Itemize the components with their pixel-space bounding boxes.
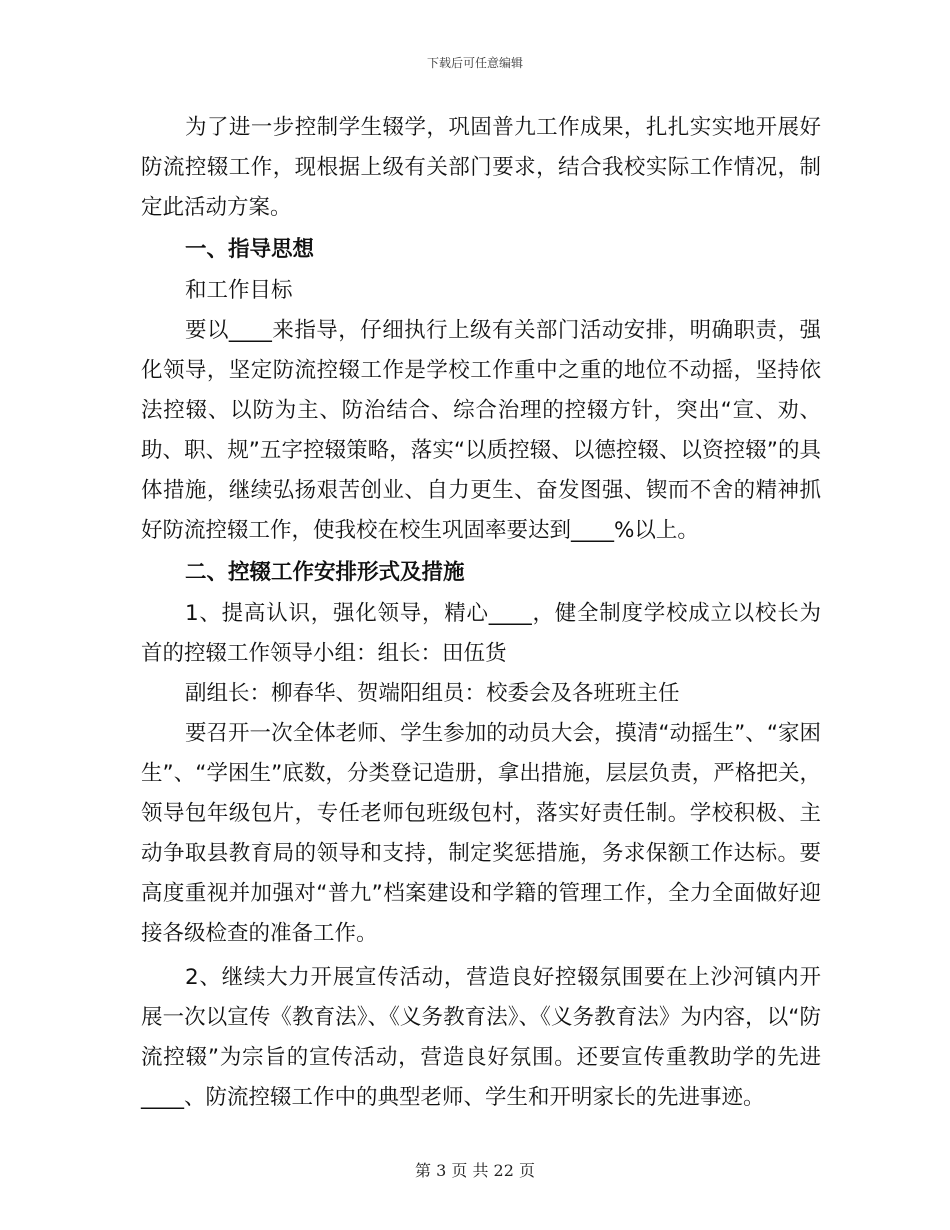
- intro-paragraph: 为了进一步控制学生辍学，巩固普九工作成果，扎扎实实地开展好防流控辍工作，现根据上级有关部门要求，结合我校实际工作情况，制定此活动方案。: [141, 115, 821, 220]
- section-heading-guiding-thought: 一、指导思想: [185, 237, 315, 262]
- section-heading-arrangements: 二、控辍工作安排形式及措施: [185, 560, 465, 585]
- measure-1-paragraph: 1、提高认识，强化领导，精心____，健全制度学校成立以校长为首的控辍工作领导小组：组长：田伍货: [141, 601, 821, 666]
- heading-continuation: 和工作目标: [185, 278, 293, 303]
- guiding-thought-paragraph: 要以____来指导，仔细执行上级有关部门活动安排，明确职责，强化领导，坚定防流控辍工作是学校工作重中之重的地位不动摇，坚持依法控辍、以防为主、防治结合、综合治理的控辍方针，突出“宣、劝、助、职、规”五字控辍策略，落实“以质控辍、以德控辍、以资控辍”的具体措施，继续弘扬艰苦创业、自力更生、奋发图强、锲而不舍的精神抓好防流控辍工作，使我校在校生巩固率要达到____%以上。: [141, 318, 821, 543]
- leadership-members-line: 副组长：柳春华、贺端阳组员：校委会及各班班主任: [185, 681, 680, 706]
- page-number: 第 3 页 共 22 页: [415, 1161, 535, 1180]
- mobilization-paragraph: 要召开一次全体老师、学生参加的动员大会，摸清“动摇生”、“家困生”、“学困生”底数，分类登记造册，拿出措施，层层负责，严格把关，领导包年级包片，专任老师包班级包村，落实好责任制。学校积极、主动争取县教育局的领导和支持，制定奖惩措施，务求保额工作达标。要高度重视并加强对“普九”档案建设和学籍的管理工作，全力全面做好迎接各级检查的准备工作。: [141, 721, 821, 946]
- page-header-note: 下载后可任意编辑: [426, 56, 523, 70]
- measure-2-paragraph: 2、继续大力开展宣传活动，营造良好控辍氛围要在上沙河镇内开展一次以宣传《教育法》、《义务教育法》、《义务教育法》为内容，以“防流控辍”为宗旨的宣传活动，营造良好氛围。还要宣传重教助学的先进____、防流控辍工作中的典型老师、学生和开明家长的先进事迹。: [141, 965, 821, 1110]
- document-body: [141, 108, 821, 1118]
